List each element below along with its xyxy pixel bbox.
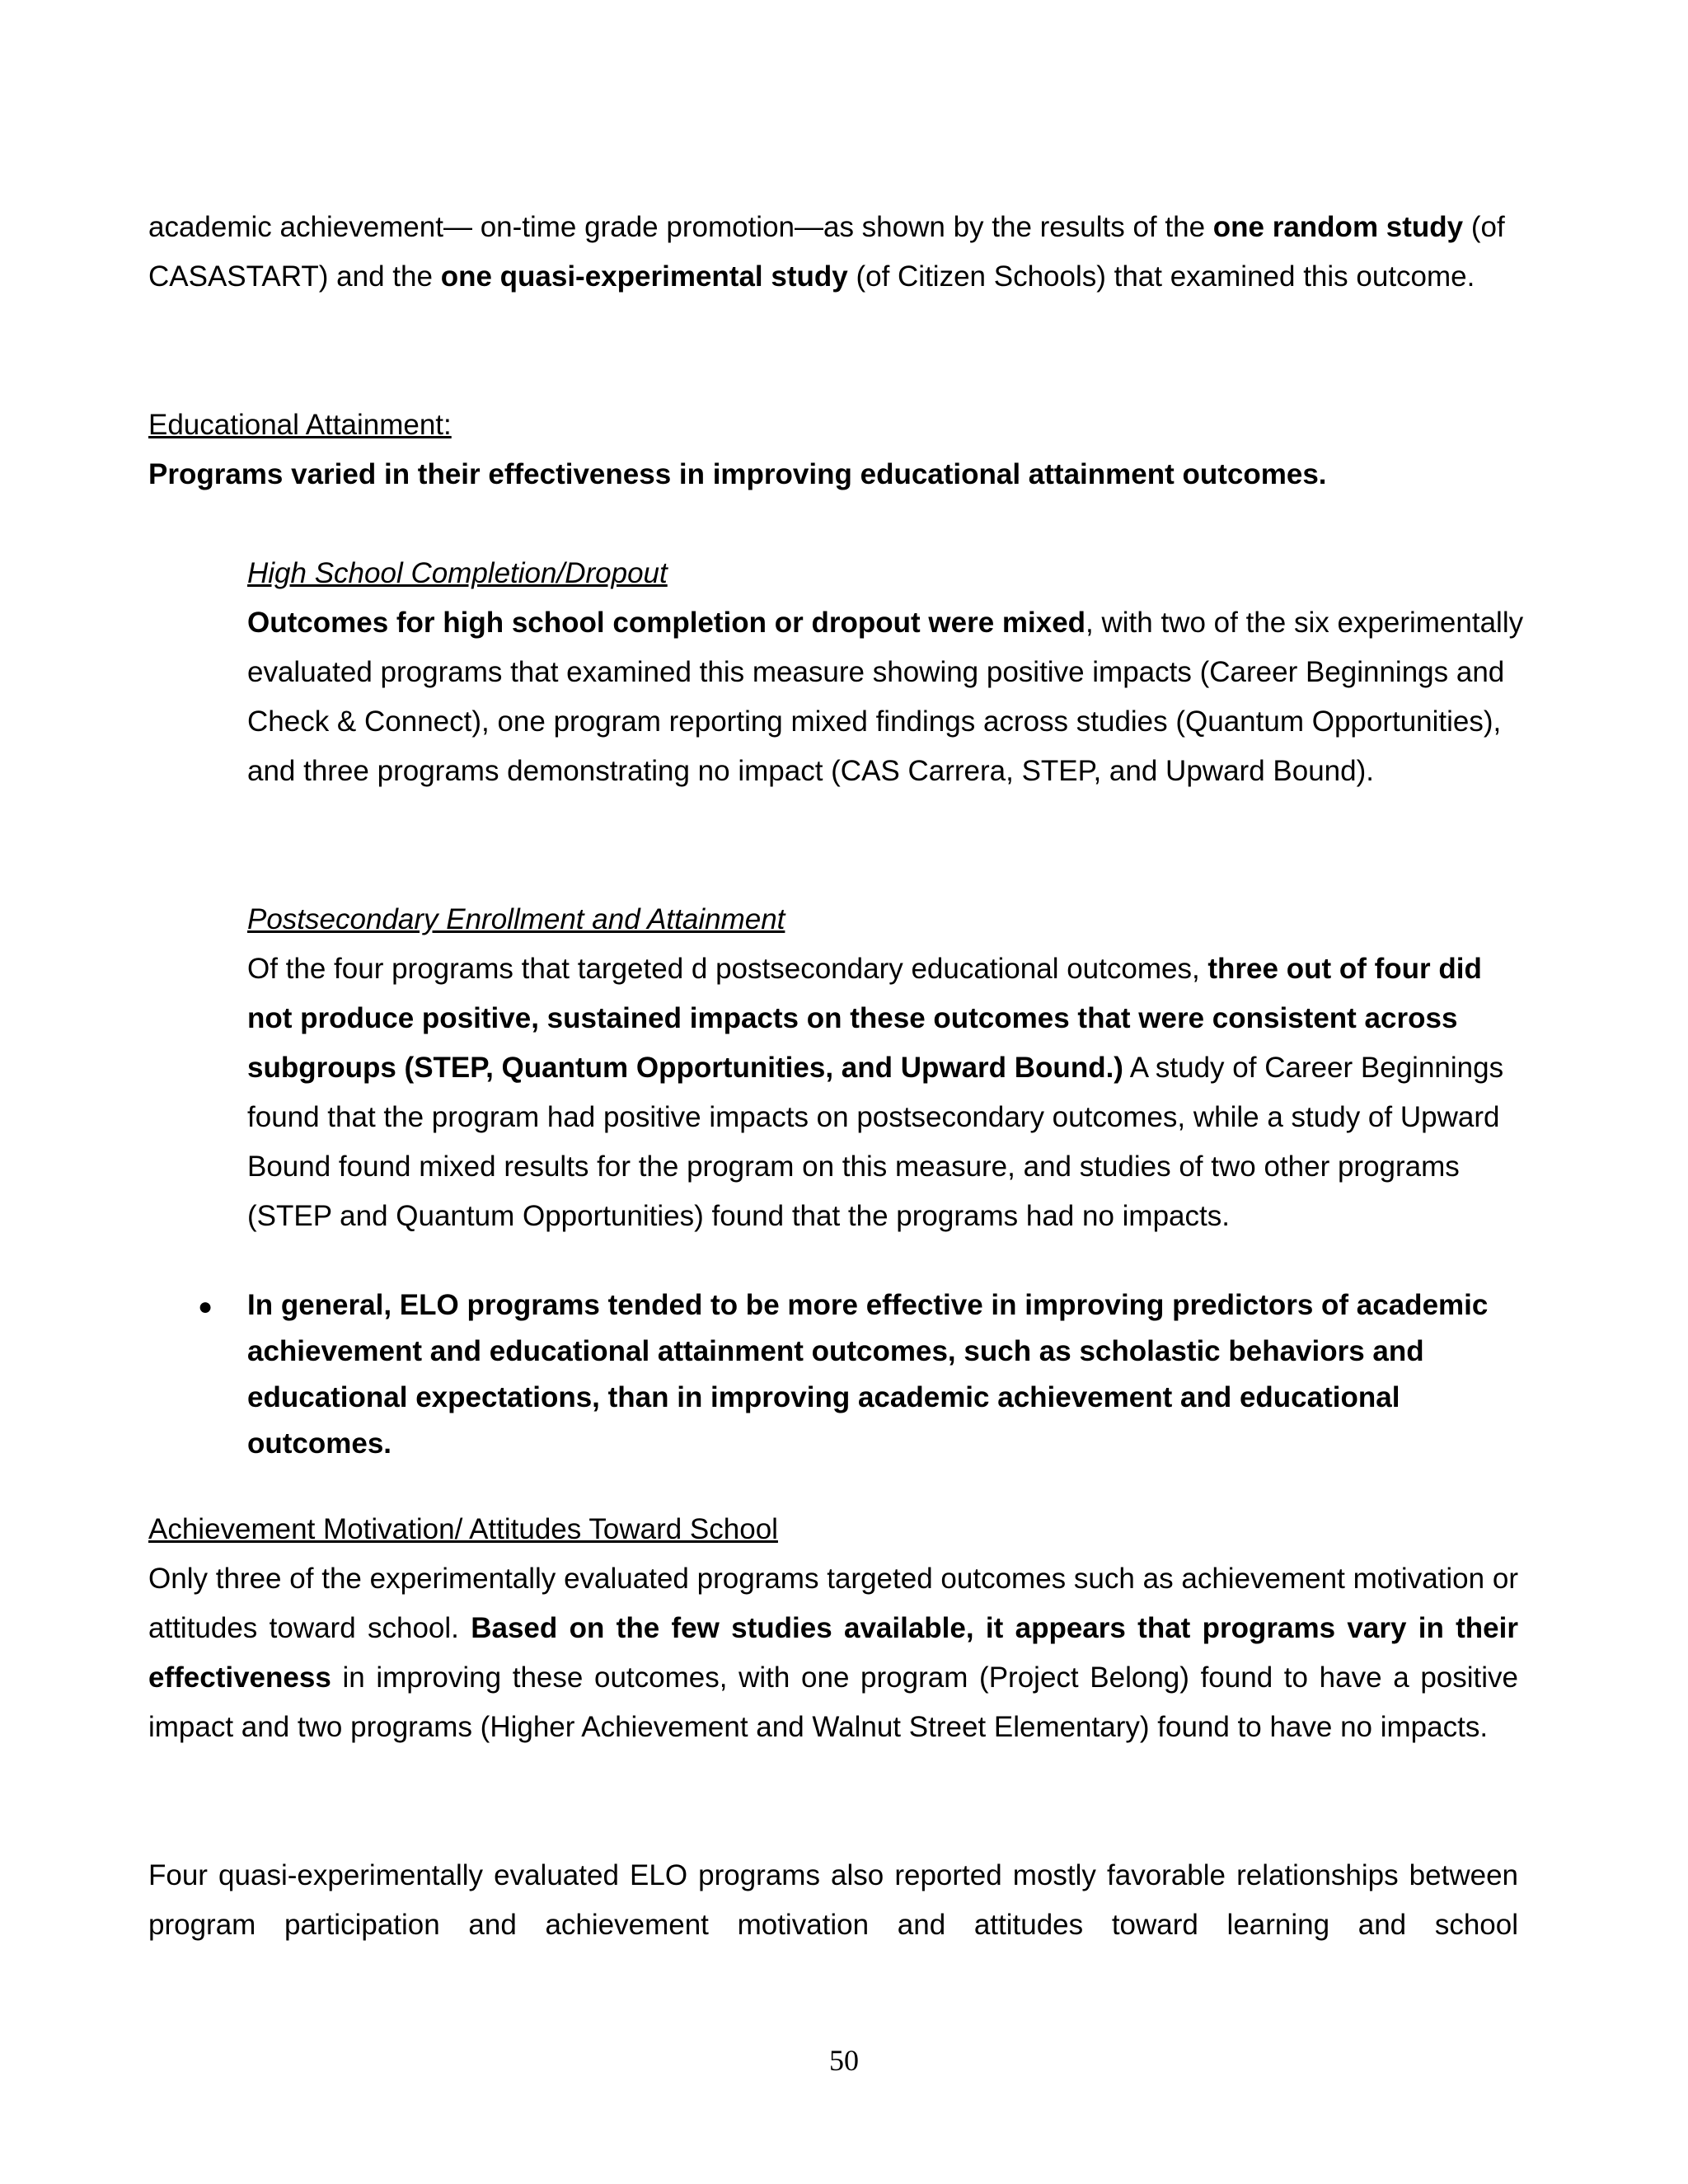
achievement-motivation-text-1: Only three of the experimentally evaluated programs targeted outcomes such as achievement motivation or attitudes toward school. (148, 1563, 1518, 1644)
intro-text-2: (of CASASTART) and the (148, 211, 1505, 293)
hs-completion-heading: High School Completion/Dropout (247, 557, 668, 589)
intro-paragraph (148, 203, 1518, 302)
hs-completion-text: , with two of the six experimentally evaluated programs that examined this measure showing positive impacts (Career Beginnings and Check & Connect), one program reporting mixed findings across studies (Quantum Opportunities), and three programs demonstrating no impact (CAS Carrera, STEP, and Upward Bound). (247, 607, 1524, 787)
achievement-motivation-heading: Achievement Motivation/ Attitudes Toward School (148, 1513, 778, 1545)
postsecondary-text-1: Of the four programs that targeted d postsecondary educational outcomes, (247, 953, 1208, 985)
bullet-text: In general, ELO programs tended to be more effective in improving predictors of academic achievement and educational attainment outcomes, such as scholastic behaviors and educational expectations, than in improving academic achievement and educational outcomes. (247, 1289, 1489, 1460)
bullet-icon: ● (198, 1293, 213, 1320)
educational-attainment-summary-text: Programs varied in their effectiveness in improving educational attainment outcomes. (148, 458, 1327, 490)
educational-attainment-heading: Educational Attainment: (148, 409, 452, 441)
page-number: 50 (829, 2044, 859, 2077)
educational-attainment-summary (148, 450, 1518, 499)
postsecondary-paragraph (247, 944, 1533, 1241)
achievement-motivation-bold: Based on the few studies available, it appears that programs vary in their effectiveness (148, 1612, 1518, 1694)
achievement-motivation-paragraph (148, 1554, 1518, 1752)
hs-completion-paragraph (247, 598, 1533, 796)
intro-text-3: (of Citizen Schools) that examined this outcome. (847, 260, 1475, 293)
quasi-experimental-paragraph: Four quasi-experimentally evaluated ELO programs also reported mostly favorable relationships between program participation and achievement motivation and attitudes toward learning and school (148, 1859, 1518, 1941)
postsecondary-text-2: A study of Career Beginnings found that the program had positive impacts on postsecondary outcomes, while a study of Upward Bound found mixed results for the program on this measure, and studies of two other programs (STEP and Quantum Opportunities) found that the programs had no impacts. (247, 1052, 1504, 1232)
intro-text-1: academic achievement— on-time grade promotion—as shown by the results of the (148, 211, 1213, 243)
hs-completion-bold: Outcomes for high school completion or dropout were mixed (247, 607, 1086, 639)
achievement-motivation-text-2: in improving these outcomes, with one program (Project Belong) found to have a positive impact and two programs (Higher Achievement and Walnut Street Elementary) found to have no impacts. (148, 1661, 1518, 1743)
postsecondary-heading: Postsecondary Enrollment and Attainment (247, 903, 785, 935)
postsecondary-bold: three out of four did not produce positive, sustained impacts on these outcomes that were consistent across subgroups (STEP, Quantum Opportunities, and Upward Bound.) (247, 953, 1482, 1084)
intro-bold-1: one random study (1212, 211, 1464, 243)
intro-bold-2: one quasi-experimental study (440, 260, 848, 293)
